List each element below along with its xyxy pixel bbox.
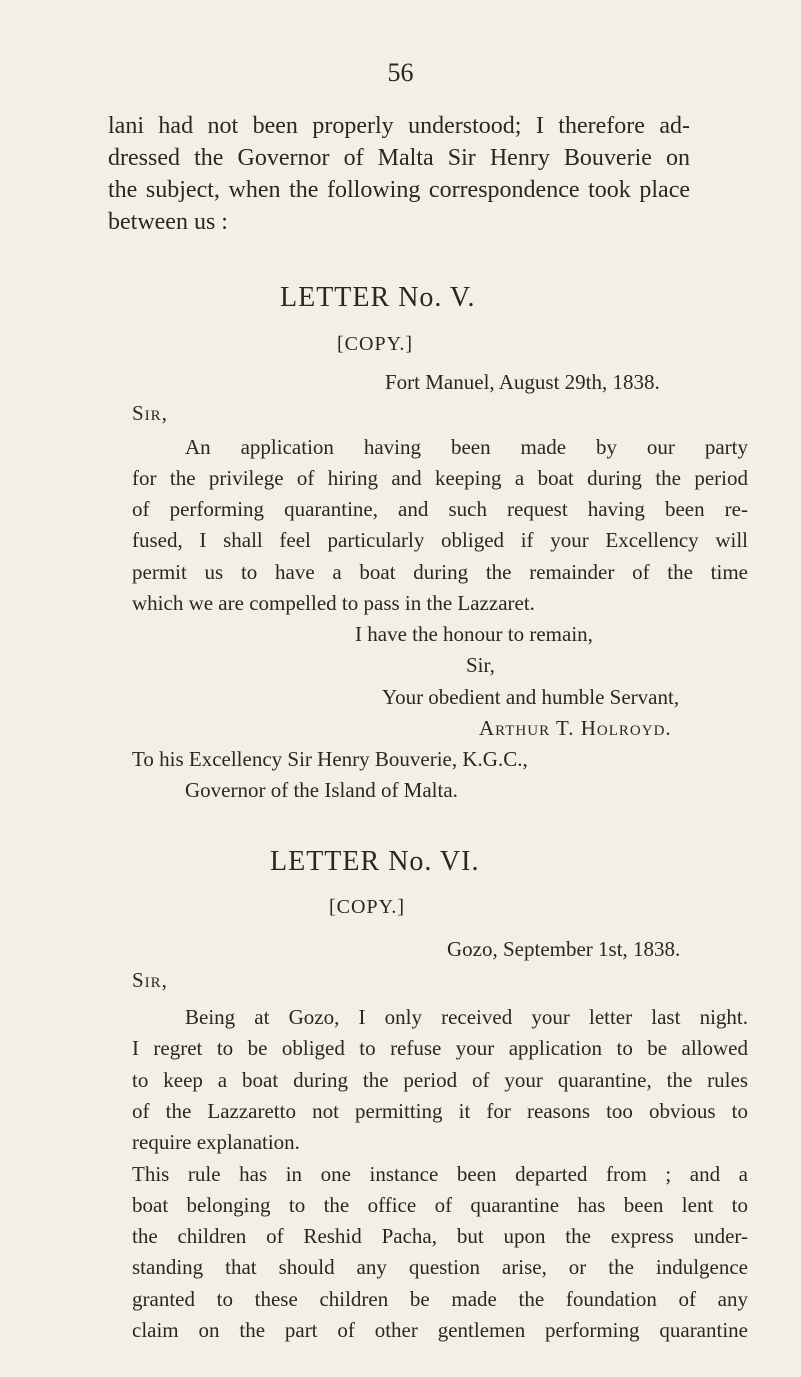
letter5-copy-label: [COPY.] <box>337 333 414 355</box>
letter5-signature: Arthur T. Holroyd. <box>479 716 672 740</box>
letter6-body-line-7: boat belonging to the office of quarantine has been lent to <box>132 1193 748 1217</box>
letter6-body-line-10: granted to these children be made the foundation of any <box>132 1287 748 1311</box>
letter6-copy-label: [COPY.] <box>329 896 406 918</box>
letter5-heading: LETTER No. V. <box>280 282 476 313</box>
letter6-body-line-3: to keep a boat during the period of your quarantine, the rules <box>132 1068 748 1092</box>
letter5-body-line-3: of performing quarantine, and such request having been re- <box>132 497 748 521</box>
letter6-body-line-4: of the Lazzaretto not permitting it for reasons too obvious to <box>132 1099 748 1123</box>
letter6-body-line-2: I regret to be obliged to refuse your application to be allowed <box>132 1036 748 1060</box>
letter5-closing-line-3: Your obedient and humble Servant, <box>382 685 680 709</box>
intro-line-3: the subject, when the following correspondence took place <box>108 177 690 203</box>
letter5-body-line-4: fused, I shall feel particularly obliged if your Excellency will <box>132 528 748 552</box>
letter6-heading: LETTER No. VI. <box>270 846 480 877</box>
letter5-body-line-2: for the privilege of hiring and keeping a boat during the period <box>132 466 748 490</box>
letter6-salutation: Sir, <box>132 968 168 992</box>
letter5-salutation: Sir, <box>132 401 168 425</box>
letter6-body-line-11: claim on the part of other gentlemen performing quarantine <box>132 1318 748 1342</box>
page-number: 56 <box>387 58 414 87</box>
letter6-body-line-9: standing that should any question arise, or the indulgence <box>132 1255 748 1279</box>
letter6-body-line-5: require explanation. <box>132 1130 300 1154</box>
letter5-address-line-2: Governor of the Island of Malta. <box>185 778 458 802</box>
letter6-body-line-1: Being at Gozo, I only received your letter last night. <box>185 1005 748 1029</box>
letter5-body-line-6: which we are compelled to pass in the Lazzaret. <box>132 591 535 615</box>
letter5-address-line-1: To his Excellency Sir Henry Bouverie, K.G.C., <box>132 747 528 771</box>
letter5-body-line-1: An application having been made by our party <box>185 435 748 459</box>
letter6-body-line-8: the children of Reshid Pacha, but upon the express under- <box>132 1224 748 1248</box>
letter5-dateline: Fort Manuel, August 29th, 1838. <box>385 370 660 394</box>
letter5-closing-line-2: Sir, <box>466 653 495 677</box>
letter6-dateline: Gozo, September 1st, 1838. <box>447 937 681 961</box>
letter5-closing-line-1: I have the honour to remain, <box>355 622 593 646</box>
intro-line-1: lani had not been properly understood; I therefore ad- <box>108 113 690 139</box>
intro-line-2: dressed the Governor of Malta Sir Henry Bouverie on <box>108 145 690 171</box>
letter6-body-line-6: This rule has in one instance been departed from ; and a <box>132 1162 748 1186</box>
letter5-body-line-5: permit us to have a boat during the remainder of the time <box>132 560 748 584</box>
intro-line-4: between us : <box>108 209 228 235</box>
